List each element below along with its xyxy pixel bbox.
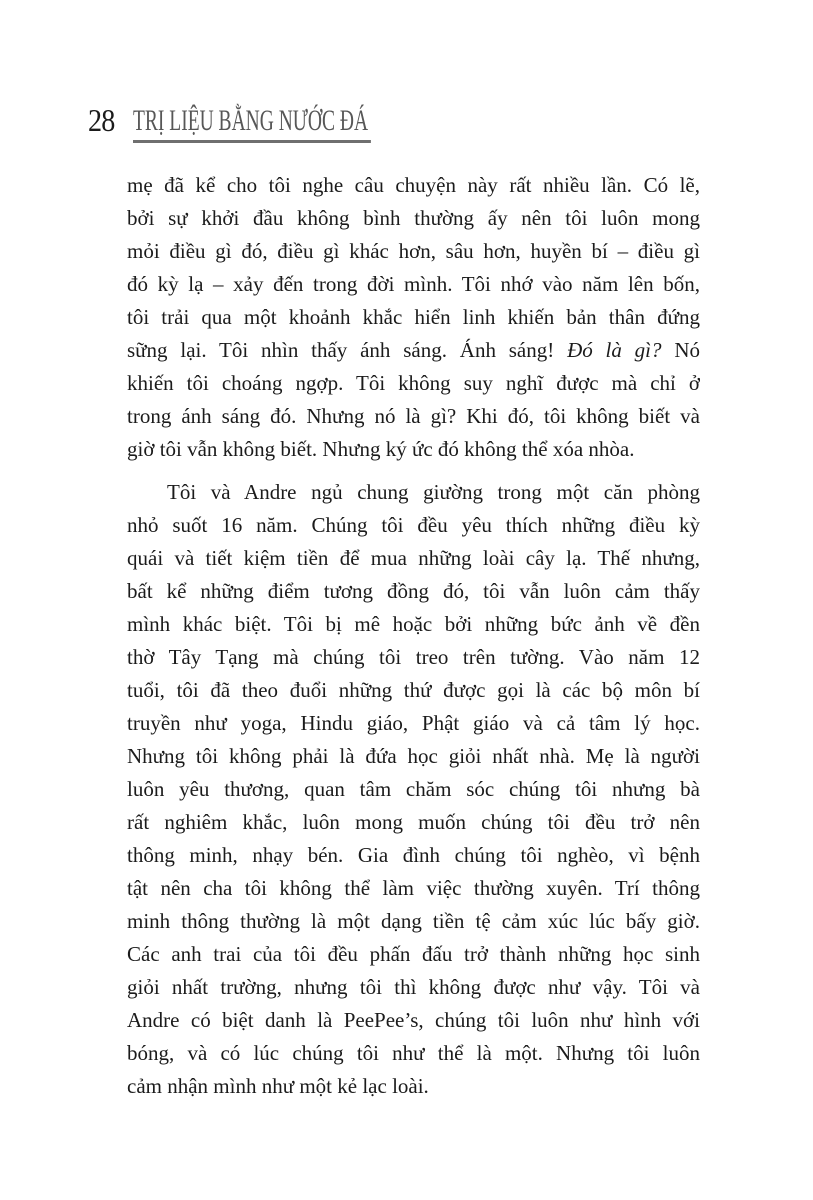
text-line	[127, 938, 700, 971]
text-line	[127, 433, 700, 466]
text-line	[127, 476, 700, 509]
page-header	[88, 104, 708, 144]
text-segment: Tôi và Andre ngủ chung giường trong một căn phòng	[167, 480, 700, 504]
text-segment: Đó là gì?	[567, 338, 662, 362]
text-line	[127, 169, 700, 202]
paragraph	[127, 476, 700, 1103]
text-line	[127, 400, 700, 433]
text-segment: nhỏ suốt 16 năm. Chúng tôi đều yêu thích những điều kỳ	[127, 513, 700, 537]
text-segment: khiến tôi choáng ngợp. Tôi không suy nghĩ được mà chỉ ở	[127, 371, 700, 395]
text-segment: quái và tiết kiệm tiền để mua những loài cây lạ. Thế nhưng,	[127, 546, 700, 570]
text-line	[127, 334, 700, 367]
text-segment: truyền như yoga, Hindu giáo, Phật giáo và cả tâm lý học.	[127, 711, 700, 735]
text-line	[127, 268, 700, 301]
text-segment: thờ Tây Tạng mà chúng tôi treo trên tường. Vào năm 12	[127, 645, 700, 669]
text-segment: đó kỳ lạ – xảy đến trong đời mình. Tôi nhớ vào năm lên bốn,	[127, 272, 700, 296]
text-line	[127, 872, 700, 905]
chapter-title: TRỊ LIỆU BẰNG NƯỚC ĐÁ	[133, 107, 371, 143]
text-line	[127, 839, 700, 872]
text-segment: bóng, và có lúc chúng tôi như thể là một. Nhưng tôi luôn	[127, 1041, 700, 1065]
text-line	[127, 1004, 700, 1037]
text-segment: Nó	[661, 338, 700, 362]
text-line	[127, 1037, 700, 1070]
text-line	[127, 707, 700, 740]
text-segment: tôi trải qua một khoảnh khắc hiển linh khiến bản thân đứng	[127, 305, 700, 329]
text-line	[127, 235, 700, 268]
text-segment: giờ tôi vẫn không biết. Nhưng ký ức đó không thể xóa nhòa.	[127, 437, 635, 461]
text-segment: bởi sự khởi đầu không bình thường ấy nên tôi luôn mong	[127, 206, 700, 230]
text-line	[127, 301, 700, 334]
text-segment: tật nên cha tôi không thể làm việc thường xuyên. Trí thông	[127, 876, 700, 900]
text-line	[127, 674, 700, 707]
text-line	[127, 608, 700, 641]
text-segment: luôn yêu thương, quan tâm chăm sóc chúng tôi nhưng bà	[127, 777, 700, 801]
text-segment: tuổi, tôi đã theo đuổi những thứ được gọi là các bộ môn bí	[127, 678, 700, 702]
text-line	[127, 1070, 700, 1103]
text-line	[127, 542, 700, 575]
text-line	[127, 905, 700, 938]
text-line	[127, 641, 700, 674]
text-segment: giỏi nhất trường, nhưng tôi thì không được như vậy. Tôi và	[127, 975, 700, 999]
text-line	[127, 367, 700, 400]
text-line	[127, 740, 700, 773]
text-line	[127, 971, 700, 1004]
body-text	[127, 169, 700, 1103]
text-segment: mẹ đã kể cho tôi nghe câu chuyện này rất nhiều lần. Có lẽ,	[127, 173, 700, 197]
text-segment: sững lại. Tôi nhìn thấy ánh sáng. Ánh sáng!	[127, 338, 568, 362]
text-segment: minh thông thường là một dạng tiền tệ cảm xúc lúc bấy giờ.	[127, 909, 700, 933]
text-line	[127, 202, 700, 235]
page-number: 28	[88, 102, 115, 138]
text-segment: mình khác biệt. Tôi bị mê hoặc bởi những bức ảnh về đền	[127, 612, 700, 636]
text-segment: thông minh, nhạy bén. Gia đình chúng tôi nghèo, vì bệnh	[127, 843, 700, 867]
text-line	[127, 509, 700, 542]
text-segment: bất kể những điểm tương đồng đó, tôi vẫn luôn cảm thấy	[127, 579, 700, 603]
text-line	[127, 806, 700, 839]
text-segment: rất nghiêm khắc, luôn mong muốn chúng tôi đều trở nên	[127, 810, 700, 834]
text-segment: trong ánh sáng đó. Nhưng nó là gì? Khi đó, tôi không biết và	[127, 404, 700, 428]
text-segment: cảm nhận mình như một kẻ lạc loài.	[127, 1074, 429, 1098]
text-line	[127, 575, 700, 608]
text-segment: Các anh trai của tôi đều phấn đấu trở thành những học sinh	[127, 942, 700, 966]
text-segment: mỏi điều gì đó, điều gì khác hơn, sâu hơn, huyền bí – điều gì	[127, 239, 700, 263]
paragraph	[127, 169, 700, 466]
text-line	[127, 773, 700, 806]
text-segment: Nhưng tôi không phải là đứa học giỏi nhất nhà. Mẹ là người	[127, 744, 700, 768]
text-segment: Andre có biệt danh là PeePee’s, chúng tôi luôn như hình với	[127, 1008, 700, 1032]
